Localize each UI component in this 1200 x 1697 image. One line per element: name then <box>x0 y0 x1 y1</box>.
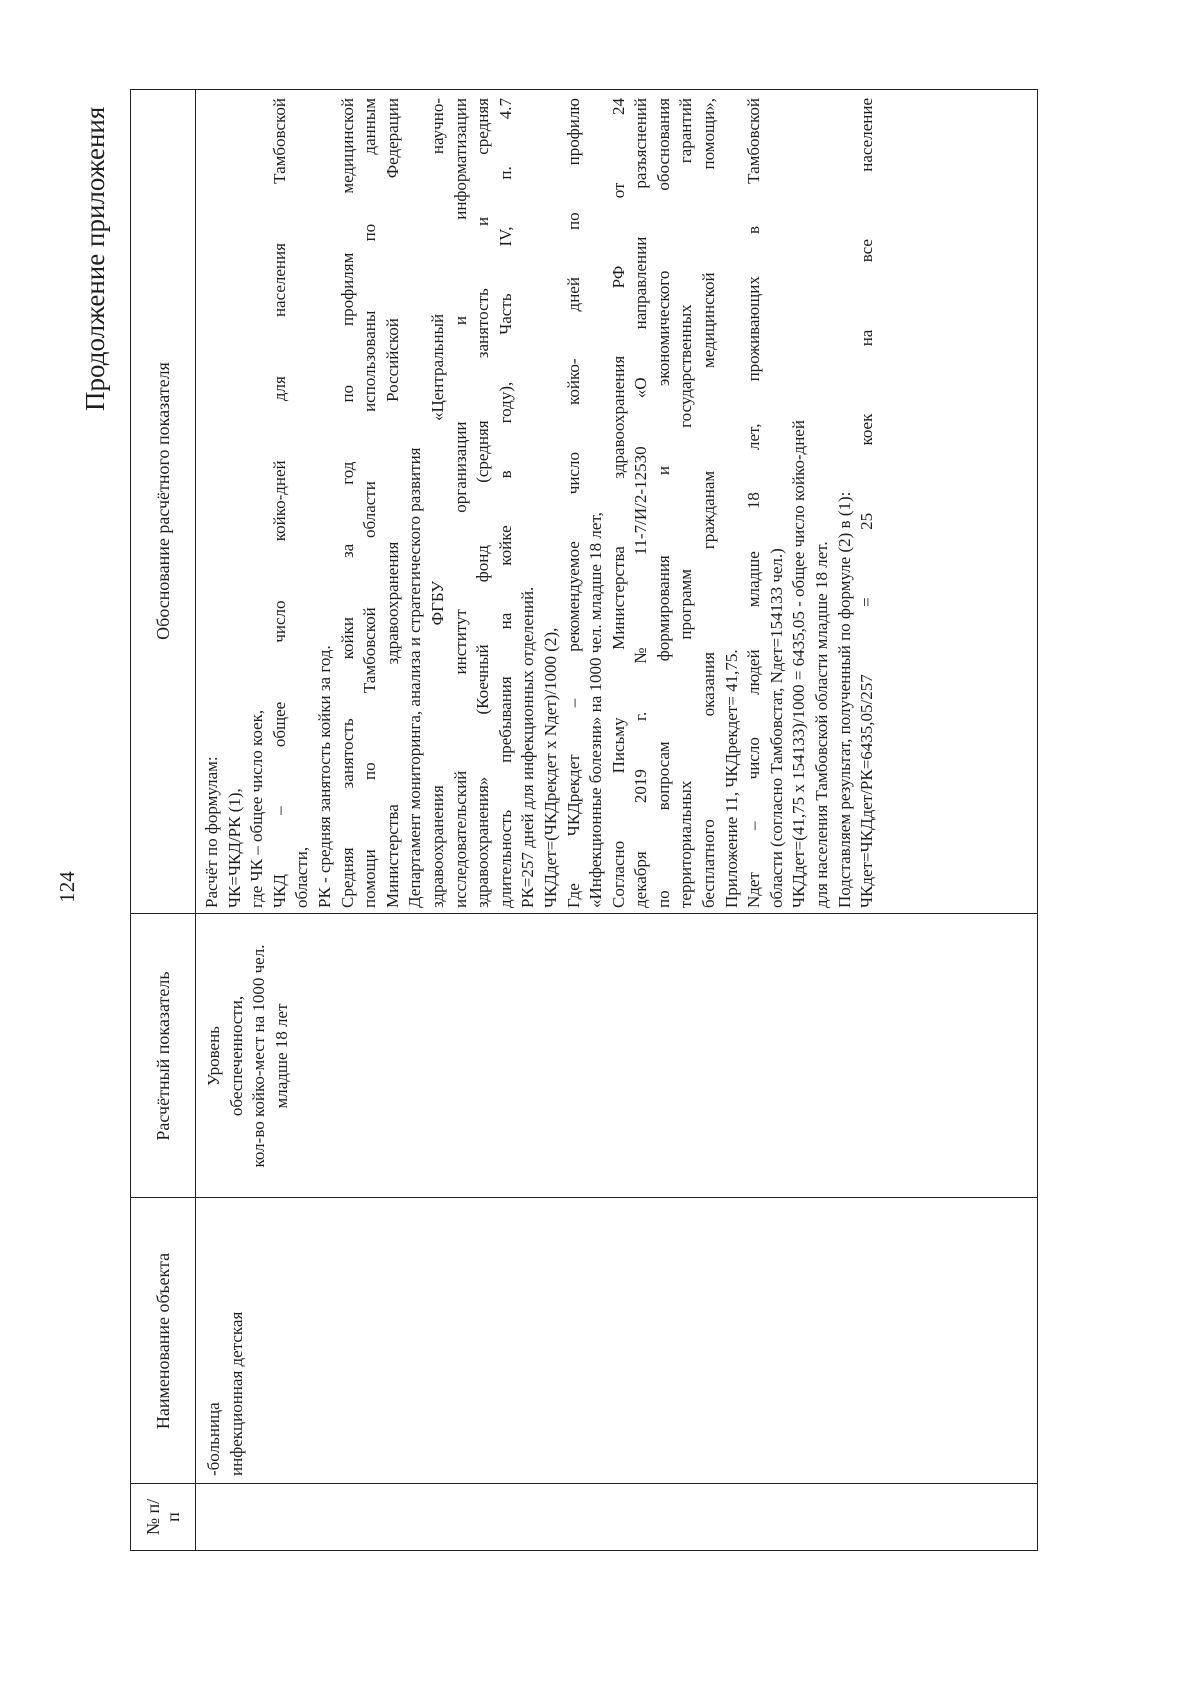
basis-line: длительность пребывания на койке в году), Часть IV, п. 4.7 <box>495 98 515 908</box>
page-header: Продолжение приложения <box>80 106 110 411</box>
column-divider <box>131 1483 1037 1484</box>
basis-line: помощи по Тамбовской области использованы по данным <box>360 98 380 908</box>
basis-line: РК=257 дней для инфекционных отделений. <box>518 586 538 908</box>
basis-line: Где ЧКДрекдет – рекомендуемое число койко- дней по профилю <box>563 98 583 908</box>
basis-line: по вопросам формирования и экономического обоснования <box>653 98 673 908</box>
basis-line: здравоохранения ФГБУ «Центральный научно- <box>427 98 447 908</box>
column-header-num: № п/п <box>143 1498 183 1536</box>
basis-line: «Инфекционные болезни» на 1000 чел. младше 18 лет, <box>586 512 606 908</box>
basis-line: ЧКДдет=(41,75 х 154133)/1000 = 6435,05 - общее число койко-дней <box>789 420 809 908</box>
object-name-line: -больница <box>204 1402 223 1476</box>
basis-line: Подставляем результат, полученный по формуле (2) в (1): <box>834 491 854 908</box>
basis-line: Приложение 11, ЧКДрекдет= 41,75. <box>721 649 741 908</box>
basis-line: ЧКдет=ЧКДдет/РК=6435,05/257 = 25 коек на все население <box>857 98 877 908</box>
basis-line: области (согласно Тамбовстат, Nдет=154133 чел.) <box>766 548 786 908</box>
basis-line: исследовательский институт организации и информатизации <box>450 98 470 908</box>
cell-object-name <box>195 1200 248 1484</box>
column-header-basis: Обоснование расчётного показателя <box>153 362 173 640</box>
page-number: 124 <box>55 871 79 903</box>
basis-line: для населения Тамбовской области младше 18 лет. <box>812 541 832 908</box>
indicator-line: кол-во койко-мест на 1000 чел. <box>249 944 269 1168</box>
basis-line: декабря 2019 г. № 11-7/И/2-12530 «О направлении разъяснений <box>631 98 651 908</box>
basis-line: Расчёт по формулам: <box>202 756 221 908</box>
basis-line: где ЧК – общее число коек, <box>247 709 267 908</box>
basis-line: Средняя занятость койки за год по профилям медицинской <box>337 98 357 908</box>
column-header-indicator: Расчётный показатель <box>153 971 173 1141</box>
data-table <box>130 89 1038 1551</box>
basis-line: территориальных программ государственных гарантий <box>676 98 696 908</box>
basis-line: Согласно Письму Министерства здравоохранения РФ от 24 <box>608 98 628 908</box>
object-name-line: инфекционная детская <box>226 1311 246 1476</box>
column-header-name: Наименование объекта <box>153 1252 173 1430</box>
basis-line: здравоохранения» (Коечный фонд (средняя занятость и средняя <box>473 98 493 908</box>
basis-line: Министерства здравоохранения Российской Федерации <box>382 98 402 908</box>
basis-line: Департамент мониторинга, анализа и стратегического развития <box>405 447 425 908</box>
basis-line: РК - средняя занятость койки за год. <box>314 645 334 908</box>
indicator-line: обеспеченности, <box>226 995 246 1117</box>
basis-line: области, <box>292 846 312 908</box>
basis-line: ЧК=ЧКД/РК (1), <box>224 788 244 908</box>
cell-indicator <box>195 914 293 1198</box>
basis-line: бесплатного оказания гражданам медицинской помощи», <box>699 98 719 908</box>
basis-line: ЧКДдет=(ЧКДрекдет х Nдет)/1000 (2), <box>540 627 560 908</box>
basis-line: Nдет – число людей младше 18 лет, проживающих в Тамбовской <box>744 98 764 908</box>
indicator-line: Уровень <box>204 1026 223 1086</box>
cell-basis <box>195 98 879 908</box>
basis-line: ЧКД – общее число койко-дней для населения Тамбовской <box>269 98 289 908</box>
indicator-line: младше 18 лет <box>271 1003 291 1109</box>
